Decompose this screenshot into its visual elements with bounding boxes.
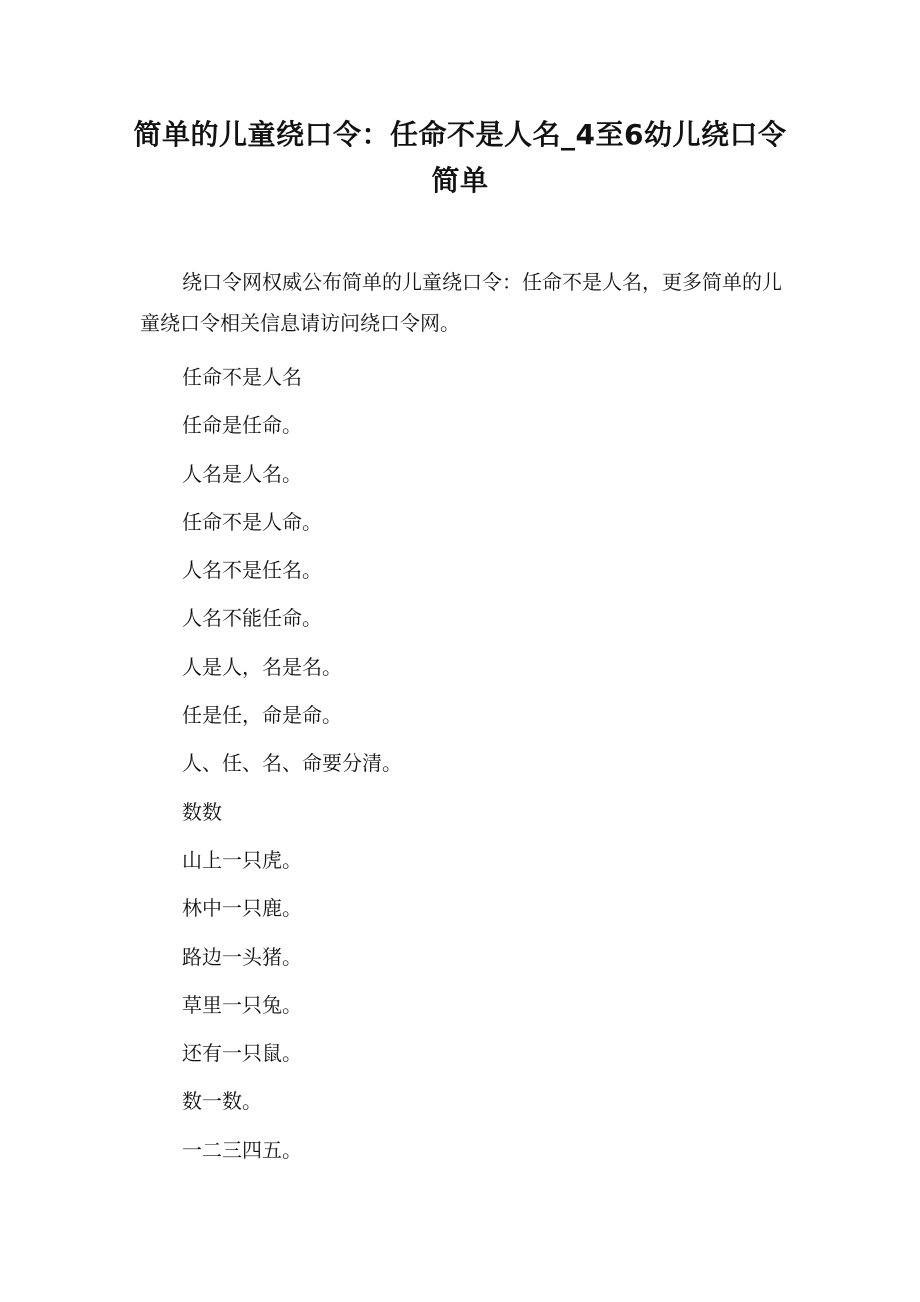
text-line: 林中一只鹿。 bbox=[182, 896, 302, 921]
document-title: 简单的儿童绕口令：任命不是人名_4至6幼儿绕口令简单 bbox=[133, 118, 787, 197]
text-line: 数一数。 bbox=[182, 1089, 262, 1114]
section-heading: 数数 bbox=[182, 799, 222, 824]
text-line: 草里一只兔。 bbox=[182, 992, 302, 1017]
text-line: 人名不能任命。 bbox=[182, 606, 322, 631]
tongue-twister-lines bbox=[182, 357, 782, 1178]
text-line: 人名不是任名。 bbox=[182, 558, 322, 583]
text-line: 任命不是人名 bbox=[182, 365, 302, 389]
text-line: 人名是人名。 bbox=[182, 461, 302, 486]
intro-paragraph: 绕口令网权威公布简单的儿童绕口令：任命不是人名，更多简单的儿童绕口令相关信息请访问绕口令网。 bbox=[140, 270, 782, 335]
text-line: 人是人，名是名。 bbox=[182, 654, 342, 679]
text-line: 山上一只虎。 bbox=[182, 847, 302, 872]
text-line: 任是任，命是命。 bbox=[182, 703, 342, 728]
text-line: 人、任、名、命要分清。 bbox=[182, 751, 402, 776]
text-line: 任命不是人命。 bbox=[182, 509, 322, 534]
text-line: 一二三四五。 bbox=[182, 1137, 302, 1162]
text-line: 路边一头猪。 bbox=[182, 944, 302, 969]
text-line: 还有一只鼠。 bbox=[182, 1041, 302, 1066]
text-line: 任命是任命。 bbox=[182, 413, 302, 438]
